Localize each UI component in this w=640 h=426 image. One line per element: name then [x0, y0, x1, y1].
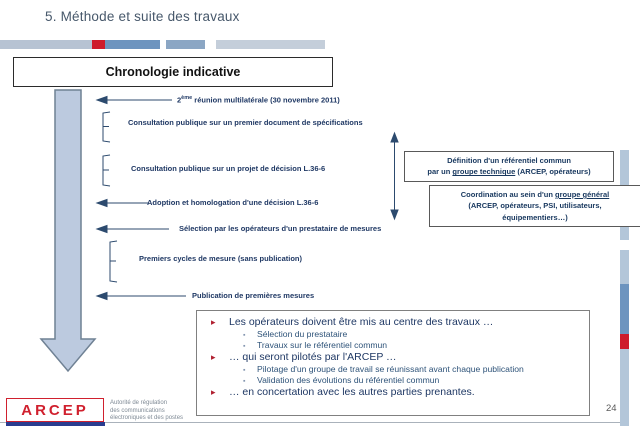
technical-group-line1: Définition d'un référentiel commun	[447, 156, 571, 165]
bracket-icon	[110, 241, 117, 282]
right-edge-bar-segment	[620, 349, 629, 426]
timeline-item-selection: Sélection par les opérateurs d'un prestataire de mesures	[179, 224, 382, 233]
double-arrow-icon	[391, 133, 398, 219]
technical-group-line2: par un groupe technique (ARCEP, opérateurs)	[427, 167, 591, 177]
triangle-bullet-icon: ▸	[211, 387, 216, 397]
right-edge-bar-segment	[620, 284, 629, 334]
general-group-box	[429, 185, 640, 227]
left-arrow-icon	[97, 293, 186, 300]
square-bullet-icon: ▪	[243, 367, 246, 374]
chronology-heading-box	[13, 57, 333, 87]
timeline-item-premiers-cycles: Premiers cycles de mesure (sans publication)	[139, 254, 302, 263]
bracket-icon	[103, 112, 110, 142]
header-bar-segment	[216, 40, 325, 49]
bullet-item: ▸ Les opérateurs doivent être mis au centre des travaux …	[211, 316, 494, 328]
technical-group-box	[404, 151, 614, 182]
general-group-line3: équipementiers…)	[502, 212, 568, 222]
timeline-item-adoption: Adoption et homologation d'une décision L.36-6	[147, 198, 319, 207]
page-title: 5. Méthode et suite des travaux	[45, 9, 240, 24]
bullet-subitem: ▪ Sélection du prestataire	[243, 329, 348, 339]
arcep-logo	[6, 398, 183, 423]
header-bar-segment	[105, 40, 160, 49]
triangle-bullet-icon: ▸	[211, 352, 216, 362]
page-number: 24	[606, 403, 617, 414]
left-arrow-icon	[97, 97, 172, 104]
left-arrow-icon	[97, 226, 169, 233]
chronology-heading: Chronologie indicative	[105, 65, 241, 79]
general-group-line1: Coordination au sein d'un groupe général	[460, 190, 610, 199]
bullet-subitem: ▪ Pilotage d'un groupe de travail se réunissant avant chaque publication	[243, 364, 524, 374]
left-arrow-icon	[97, 200, 148, 207]
timeline-item-publication: Publication de premières mesures	[192, 291, 315, 300]
bullet-subitem: ▪ Travaux sur le référentiel commun	[243, 340, 388, 350]
header-bar-segment	[0, 40, 92, 49]
bracket-icon	[103, 155, 110, 186]
arcep-tagline: Autorité de régulation des communications électroniques et des postes	[110, 400, 184, 421]
timeline-item-consultation-decision: Consultation publique sur un projet de décision L.36-6	[131, 164, 326, 173]
right-edge-bar-segment-red	[620, 334, 629, 349]
header-bar-segment	[166, 40, 205, 49]
timeline-item-consultation-specs: Consultation publique sur un premier document de spécifications	[128, 118, 363, 127]
square-bullet-icon: ▪	[243, 343, 246, 350]
header-bar-segment-red	[92, 40, 105, 49]
right-edge-bar-segment	[620, 250, 629, 284]
summary-box	[196, 310, 590, 416]
bullet-subitem: ▪ Validation des évolutions du référentiel commun	[243, 375, 440, 385]
big-down-arrow-icon	[41, 90, 95, 371]
arcep-logo-text: ARCEP	[21, 401, 89, 419]
timeline-item-reunion: 2ème réunion multilatérale (30 novembre 2011)	[177, 95, 340, 105]
arcep-logo-box	[6, 398, 104, 422]
bullet-item: ▸ … en concertation avec les autres parties prenantes.	[211, 386, 475, 398]
square-bullet-icon: ▪	[243, 378, 246, 385]
triangle-bullet-icon: ▸	[211, 317, 216, 327]
general-group-line2: (ARCEP, opérateurs, PSI, utilisateurs,	[468, 201, 602, 211]
arcep-logo-band	[6, 422, 105, 426]
bullet-item: ▸ … qui seront pilotés par l'ARCEP …	[211, 351, 397, 363]
square-bullet-icon: ▪	[243, 332, 246, 339]
